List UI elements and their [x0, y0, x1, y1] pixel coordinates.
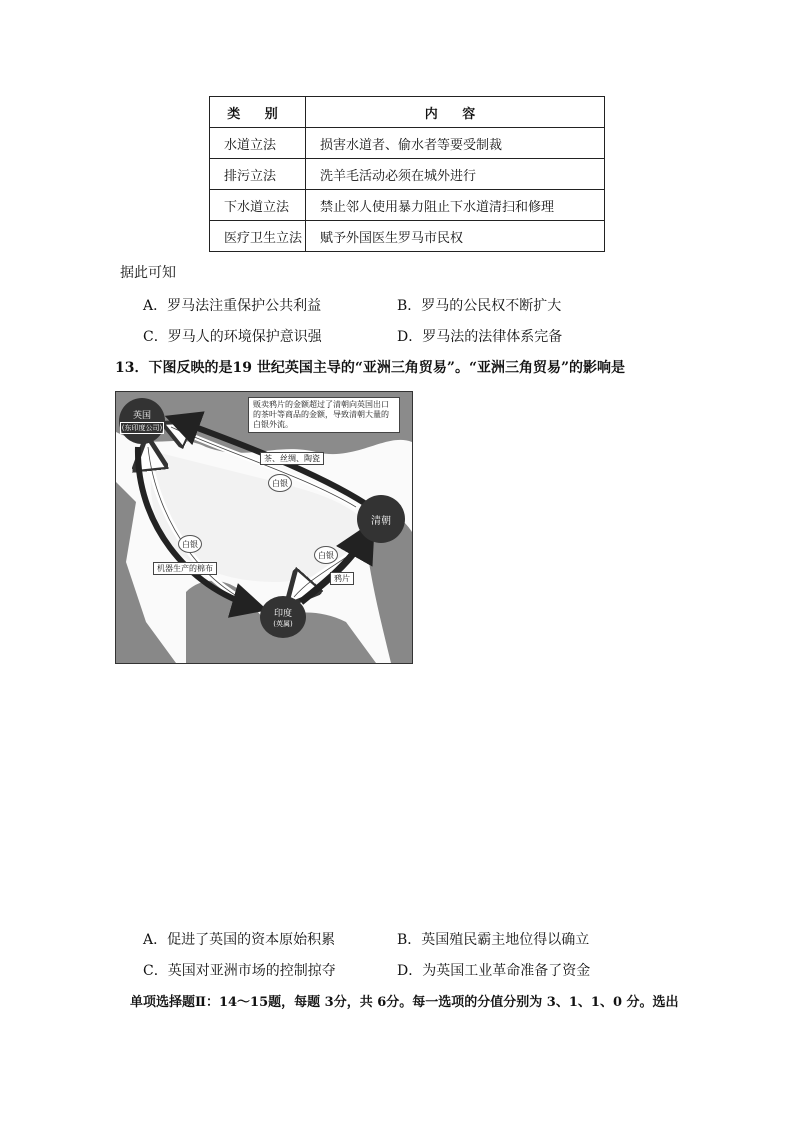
- table-header-row: [210, 97, 605, 128]
- q13-option-b[interactable]: B．英国殖民霸主地位得以确立: [397, 932, 590, 948]
- node-india: [260, 596, 306, 638]
- india-label: 印度: [273, 608, 292, 619]
- row-category: 下水道立法: [210, 190, 306, 221]
- q12-option-c[interactable]: C．罗马人的环境保护意识强: [143, 329, 322, 345]
- q12-option-d[interactable]: D．罗马法的法律体系完备: [397, 329, 563, 345]
- silver-label-left: 白银: [178, 535, 202, 553]
- table-row: [210, 159, 605, 190]
- silver-label-right: 白银: [314, 546, 338, 564]
- britain-label: 英国: [132, 411, 151, 421]
- section-heading: 单项选择题Ⅱ：14～15题，每题 3分，共 6分。每一选项的分值分别为 3、1、1、0 分。选出: [130, 995, 679, 1010]
- q12-prompt: 据此可知: [120, 265, 176, 281]
- header-category: 类 别: [210, 97, 306, 128]
- row-category: 排污立法: [210, 159, 306, 190]
- row-category: 水道立法: [210, 128, 306, 159]
- row-content: 洗羊毛活动必须在城外进行: [306, 159, 605, 190]
- q13-option-c[interactable]: C．英国对亚洲市场的控制掠夺: [143, 963, 336, 979]
- table-row: [210, 128, 605, 159]
- legislation-table: [209, 96, 605, 252]
- q12-option-a[interactable]: A．罗马法注重保护公共利益: [143, 298, 322, 314]
- india-sub-label: (英属): [273, 619, 293, 628]
- node-qing: 清朝: [357, 495, 405, 543]
- table-row: [210, 190, 605, 221]
- table-row: [210, 221, 605, 252]
- q13-option-a[interactable]: A．促进了英国的资本原始积累: [143, 932, 336, 948]
- row-content: 损害水道者、偷水者等要受制裁: [306, 128, 605, 159]
- row-content: 赋予外国医生罗马市民权: [306, 221, 605, 252]
- map-note: 贩卖鸦片的金额超过了清朝向英国出口的茶叶等商品的金额，导致清朝大量的白银外流。: [248, 397, 400, 433]
- opium-label: 鸦片: [330, 572, 354, 585]
- q13-stem: 13．下图反映的是19 世纪英国主导的“亚洲三角贸易”。“亚洲三角贸易”的影响是: [115, 360, 626, 376]
- row-category: 医疗卫生立法: [210, 221, 306, 252]
- triangle-trade-map: [115, 391, 413, 664]
- goods-label: 茶、丝绸、陶瓷: [260, 452, 324, 465]
- q12-option-b[interactable]: B．罗马的公民权不断扩大: [397, 298, 562, 314]
- company-label: (东印度公司): [121, 424, 163, 432]
- silver-label-top: 白银: [268, 474, 292, 492]
- cotton-label: 机器生产的棉布: [153, 562, 217, 575]
- q13-option-d[interactable]: D．为英国工业革命准备了资金: [397, 963, 591, 979]
- node-britain: [119, 398, 165, 444]
- header-content: 内 容: [306, 97, 605, 128]
- row-content: 禁止邻人使用暴力阻止下水道清扫和修理: [306, 190, 605, 221]
